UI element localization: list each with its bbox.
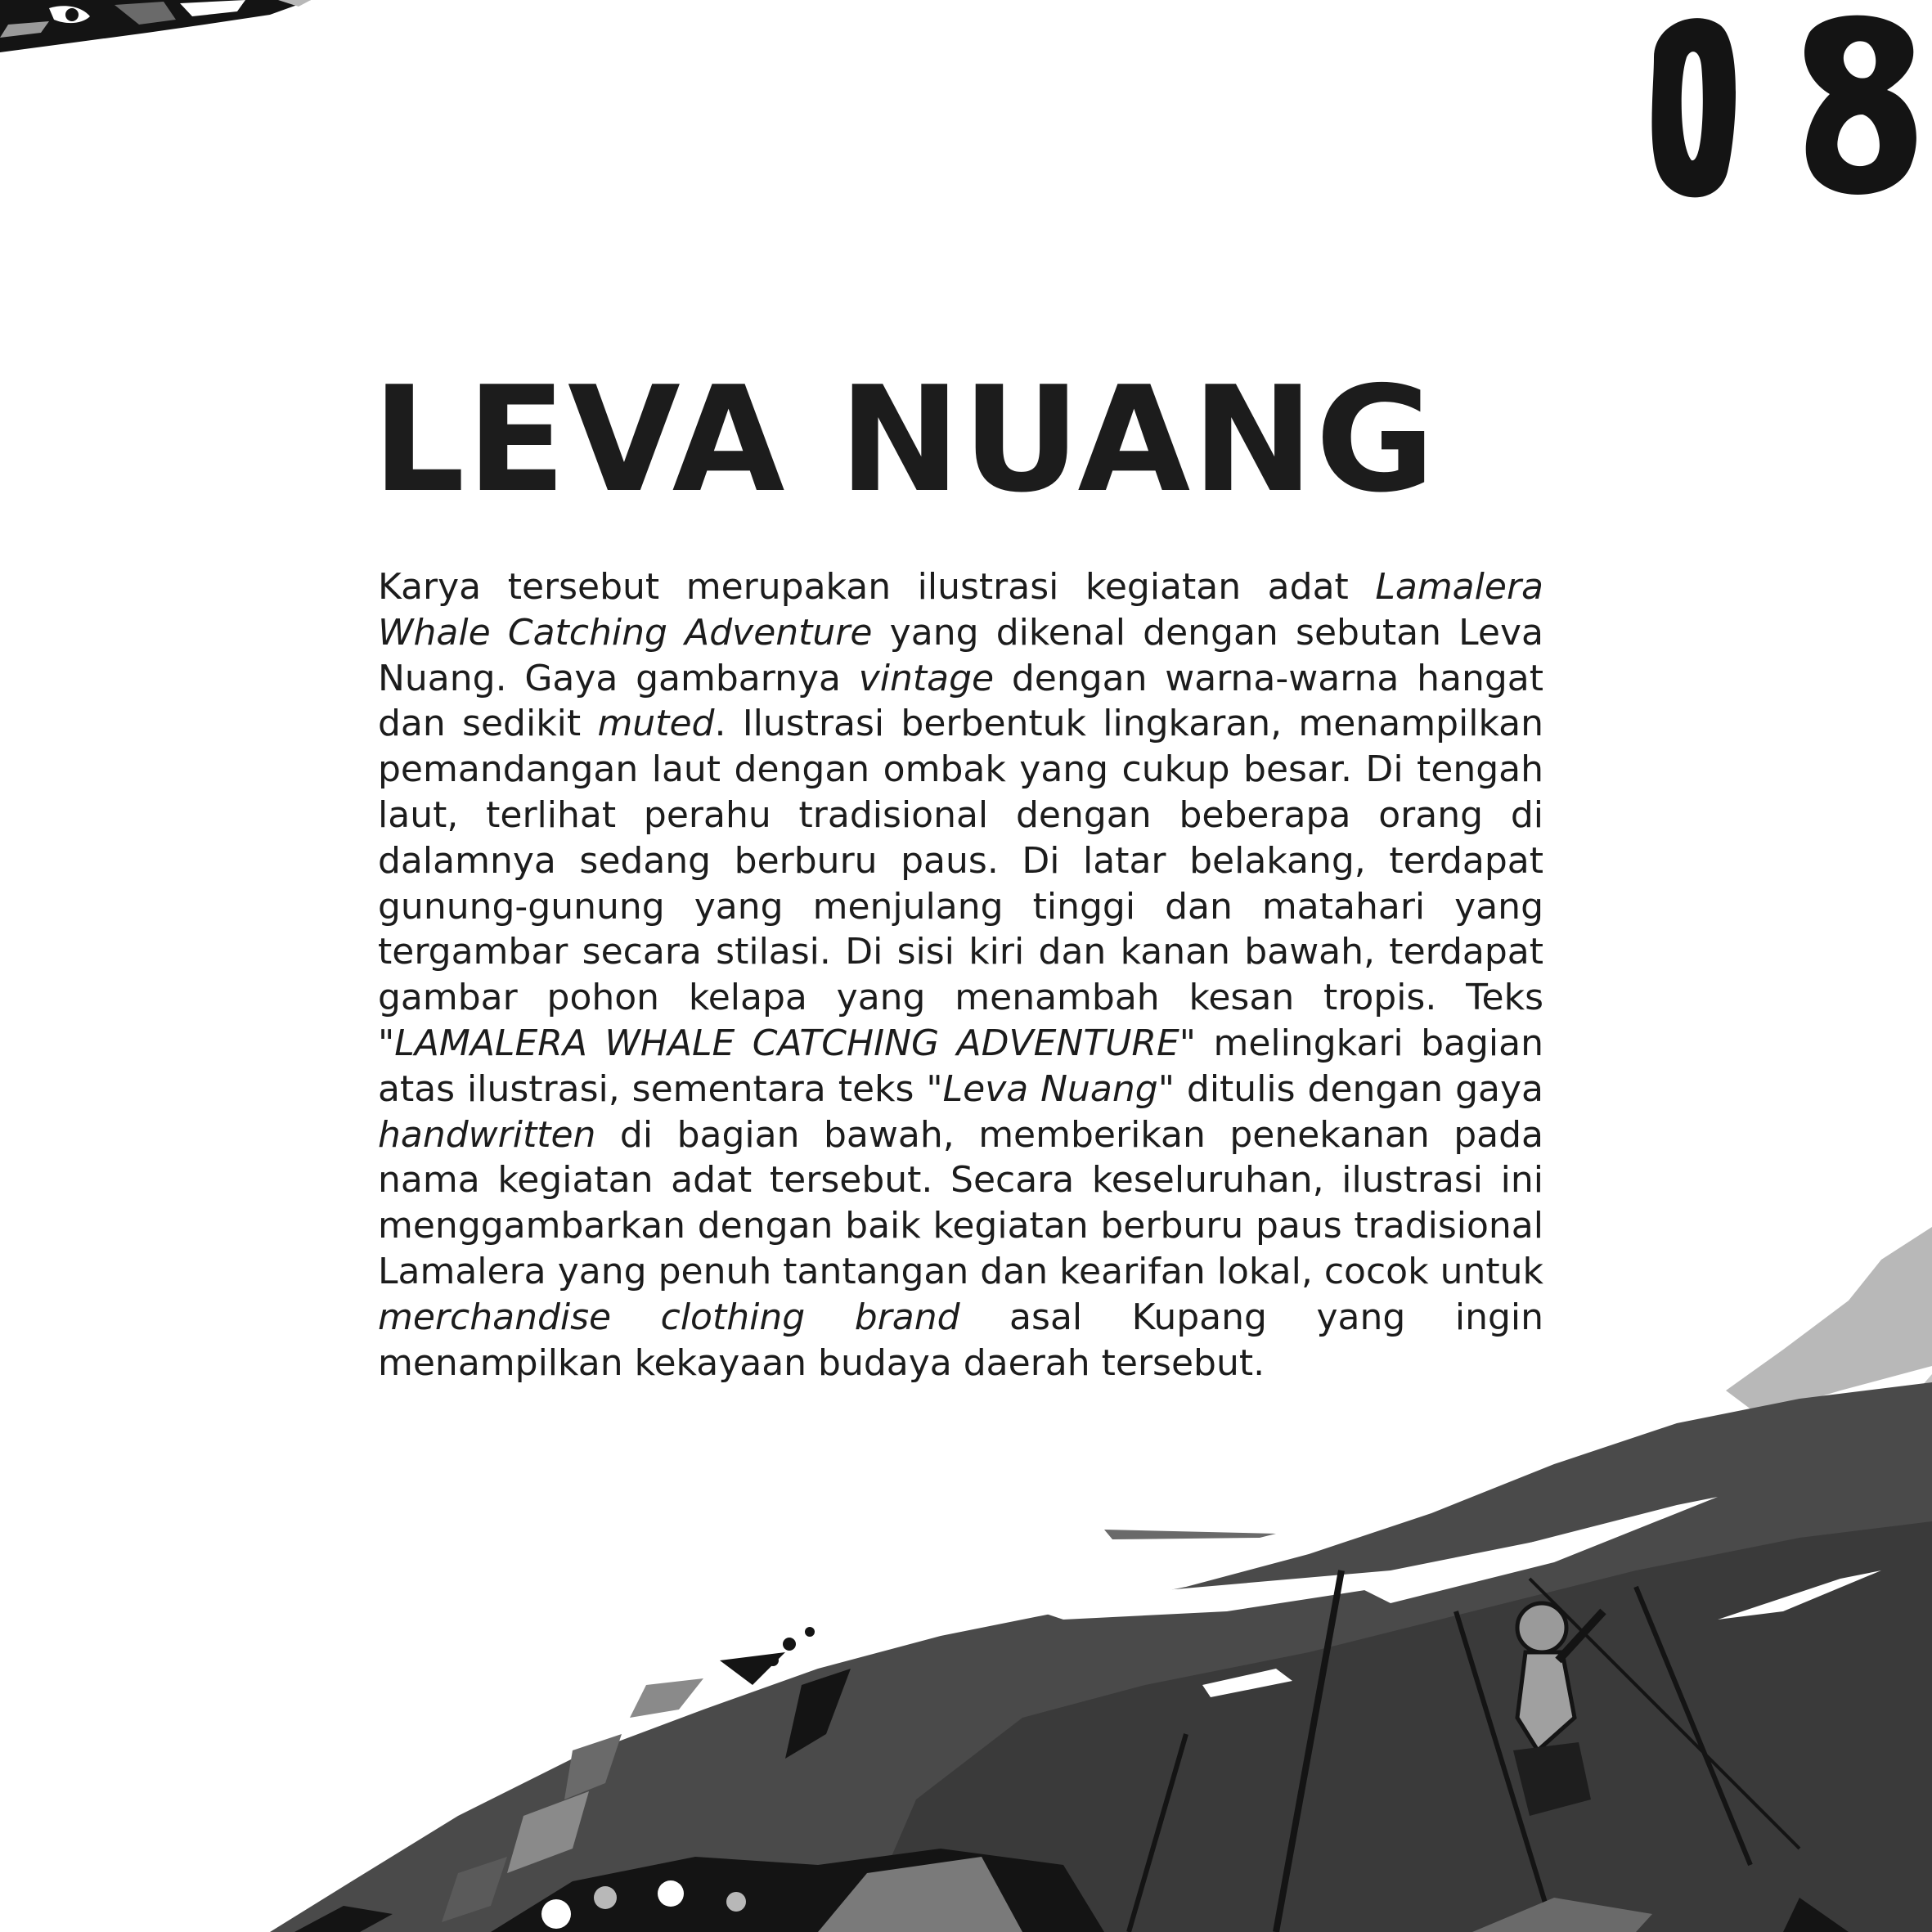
italic-run: muted xyxy=(597,703,715,745)
text-run: " melingkari bagian atas ilustrasi, sementara teks " xyxy=(378,1022,1543,1110)
text-run: . Ilustrasi berbentuk lingkaran, menampilkan pemandangan laut dengan ombak yang cukup besar. Di tengah laut, terlihat perahu tradisional dengan beberapa orang di dalamnya sedang berburu paus. Di latar belakang, terdapat gunung-gunung yang menjulang tinggi dan matahari yang tergambar secara stilasi. Di sisi kiri dan kanan bawah, terdapat gambar pohon kelapa yang menambah kesan tropis. Teks " xyxy=(378,703,1544,1064)
torn-illustration-fragment-icon xyxy=(0,0,344,65)
text-run: Karya tersebut merupakan ilustrasi kegiatan adat xyxy=(378,566,1376,608)
text-run: di bagian bawah, memberikan penekanan pada nama kegiatan adat tersebut. Secara keseluruhan, ilustrasi ini menggambarkan dengan baik kegiatan berburu paus tradisional Lamalera yang penuh tantangan dan kearifan lokal, cocok untuk xyxy=(378,1113,1543,1292)
page-title: LEVA NUANG xyxy=(372,355,1437,524)
italic-run: merchandise clothing brand xyxy=(378,1296,960,1338)
text-run: " ditulis dengan gaya xyxy=(1157,1067,1543,1110)
italic-run: Lamalera Whale Catching Adventure xyxy=(378,566,1543,654)
italic-run: Leva Nuang xyxy=(942,1067,1158,1110)
italic-run: vintage xyxy=(858,657,995,699)
italic-run: LAMALERA WHALE CATCHING ADVENTURE xyxy=(394,1022,1179,1064)
text-run: dengan warna-warna hangat dan sedikit xyxy=(378,657,1543,745)
page-number xyxy=(1629,0,1932,213)
whale-hunting-illustration-icon xyxy=(0,1227,1932,1932)
text-run: yang dikenal dengan sebutan Leva Nuang. Gaya gambarnya xyxy=(378,611,1543,699)
italic-run: handwritten xyxy=(378,1113,596,1156)
text-run: asal Kupang yang ingin menampilkan kekayaan budaya daerah tersebut. xyxy=(378,1296,1544,1384)
